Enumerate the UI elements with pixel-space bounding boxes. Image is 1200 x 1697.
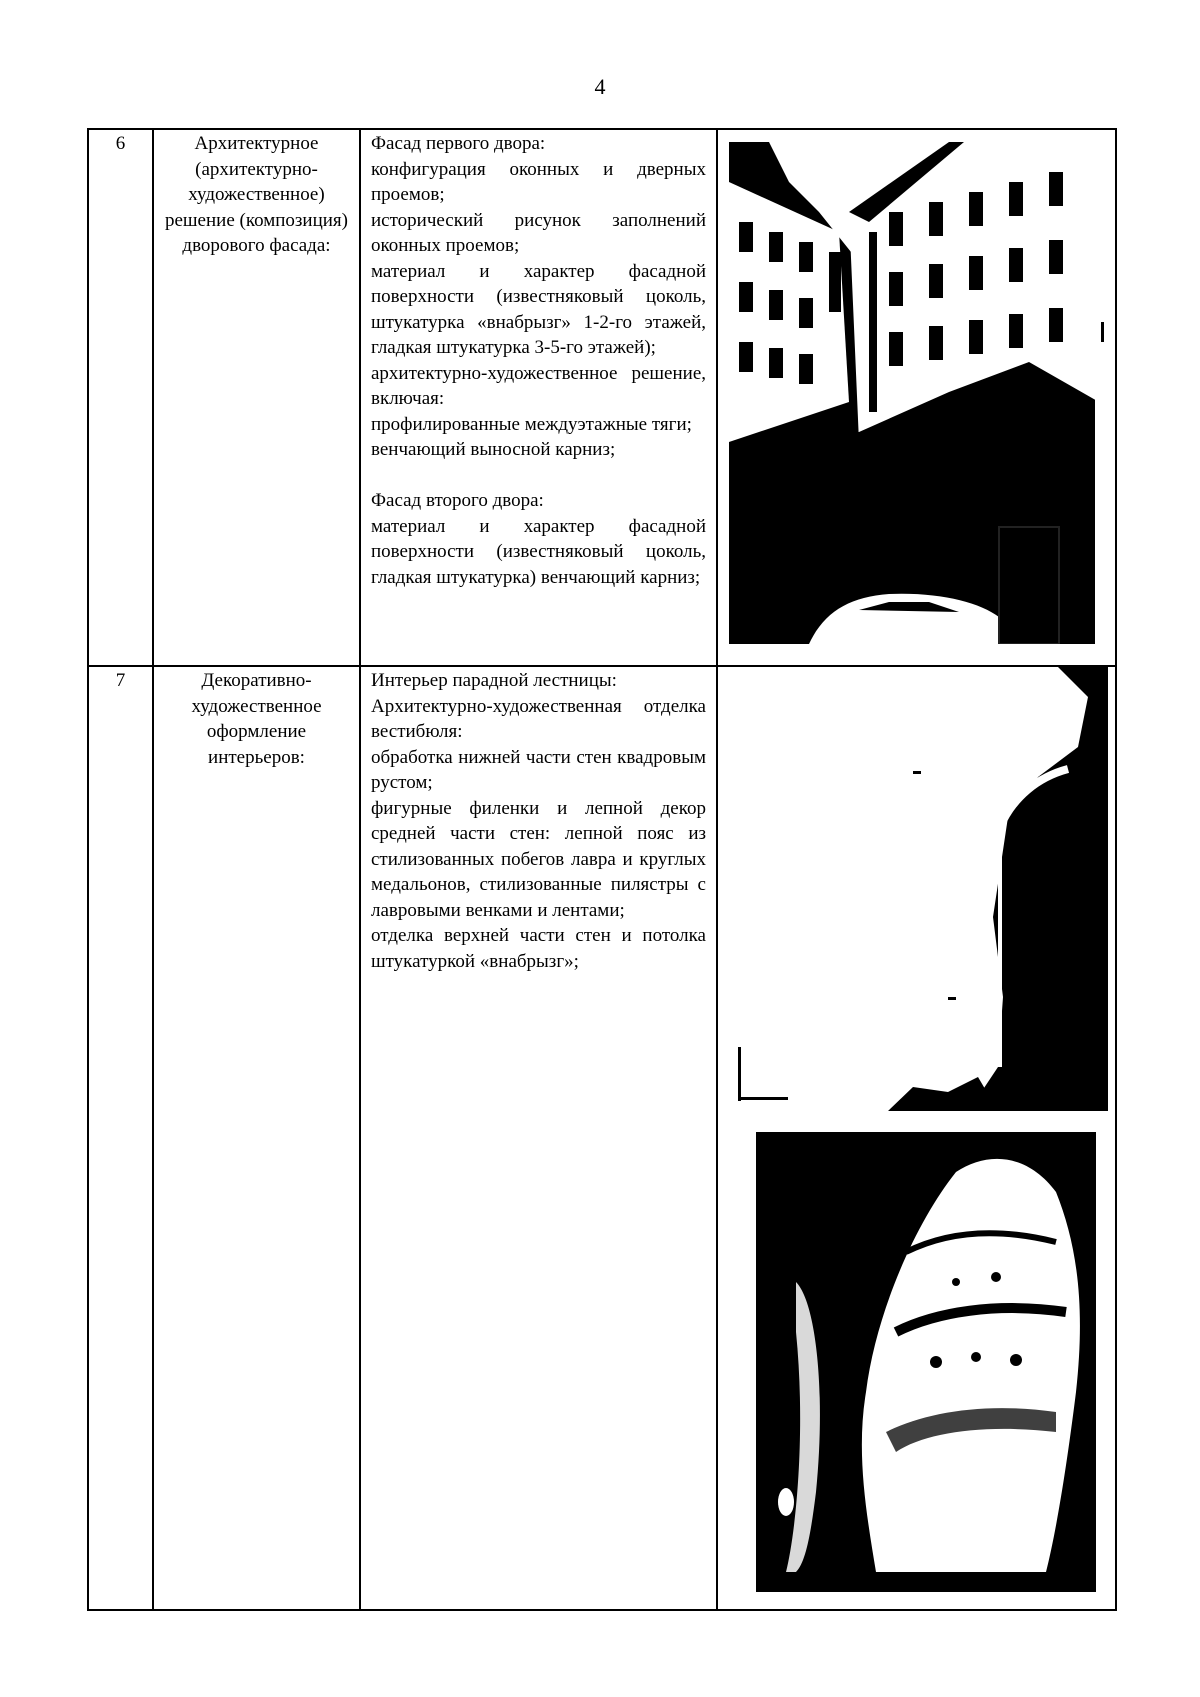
description-line: Фасад первого двора:: [371, 133, 546, 154]
element-name: Архитектурное (архитектурно-художественное) решение (композиция) дворового фасада:: [153, 129, 360, 666]
row-number: 6: [88, 129, 153, 666]
row-number: 7: [88, 666, 153, 1610]
element-description: [360, 129, 717, 666]
monument-subject-table: [87, 128, 1117, 1611]
description-line: фигурные филенки и лепной декор средней части стен: лепной пояс из стилизованных побегов лавра и круглых медальонов, стилизованные пилястры с лавровыми венками и лентами;: [371, 797, 706, 921]
photo-cell: [717, 129, 1116, 666]
description-line: профилированные междуэтажные тяги;: [371, 413, 692, 435]
description-line: венчающий выносной карниз;: [371, 439, 616, 460]
courtyard-facade-photo: [729, 142, 1109, 644]
table-row: [88, 129, 1116, 666]
photo-cell: [717, 666, 1116, 1610]
table-row: [88, 666, 1116, 1610]
description-line: Интерьер парадной лестницы:: [371, 670, 617, 691]
description-line: отделка верхней части стен и потолка штукатуркой «внабрызг»;: [371, 925, 706, 972]
page-number: 4: [594, 74, 606, 99]
element-name: Декоративно-художественное оформление интерьеров:: [153, 666, 360, 1610]
description-line: Архитектурно-художественная отделка вестибюля:: [371, 695, 706, 742]
element-description: [360, 666, 717, 1610]
description-line: исторический рисунок заполнений оконных проемов;: [371, 209, 706, 256]
vestibule-wall-photo: [738, 667, 1108, 1111]
description-line: конфигурация оконных и дверных проемов;: [371, 158, 706, 205]
description-line: обработка нижней части стен квадровым рустом;: [371, 746, 706, 793]
description-line: материал и характер фасадной поверхности (известняковый цоколь, штукатурка «внабрызг» 1-2-го этажей, гладкая штукатурка 3-5-го этажей);: [371, 260, 706, 358]
vestibule-vault-photo: [756, 1132, 1096, 1592]
description-line: архитектурно-художественное решение, включая:: [371, 362, 706, 409]
description-line: Фасад второго двора:: [371, 490, 544, 511]
description-line: материал и характер фасадной поверхности (известняковый цоколь, гладкая штукатурка) венчающий карниз;: [371, 515, 706, 588]
